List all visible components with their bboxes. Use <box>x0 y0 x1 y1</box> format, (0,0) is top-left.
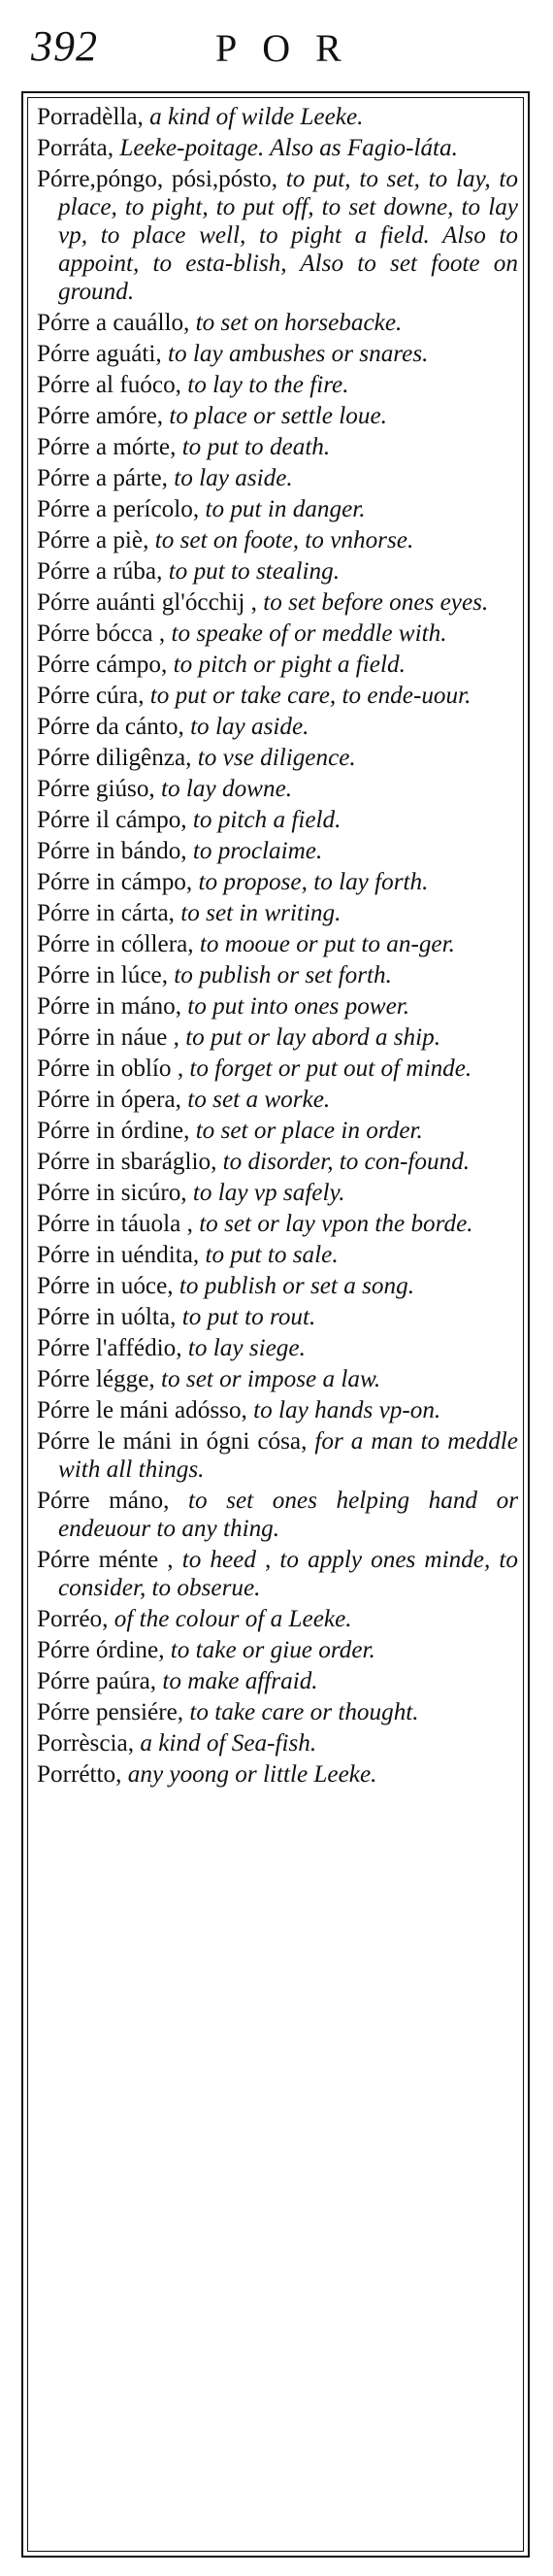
dictionary-entry <box>37 899 518 927</box>
entry-definition: to put in danger. <box>199 496 366 522</box>
dictionary-entry <box>37 1023 518 1052</box>
entry-headword: Porrétto, <box>37 1761 122 1788</box>
running-head: POR <box>215 26 367 70</box>
entry-definition: to put to sale. <box>199 1242 339 1268</box>
entry-headword: Pórre aguáti, <box>37 341 162 367</box>
text-frame <box>21 91 530 2558</box>
dictionary-entry <box>37 526 518 554</box>
entry-headword: Pórre in bándo, <box>37 838 187 864</box>
entry-definition: to put or lay abord a ship. <box>179 1024 441 1051</box>
entry-headword: Pórre il cámpo, <box>37 807 187 833</box>
entry-headword: Porrèscia, <box>37 1730 135 1756</box>
dictionary-entry <box>37 1334 518 1362</box>
entry-definition: to set ones helping hand or endeuour to any thing. <box>58 1488 519 1542</box>
entry-definition: to set in writing. <box>174 900 342 926</box>
entry-definition: to heed , to apply ones minde, to consider, to obserue. <box>58 1547 518 1601</box>
dictionary-entry <box>37 1241 518 1269</box>
entry-headword: Pórre l'affédio, <box>37 1335 182 1361</box>
dictionary-entry <box>37 340 518 368</box>
entry-definition: to set before ones eyes. <box>256 589 489 616</box>
entry-headword: Pórre a rúba, <box>37 558 163 585</box>
dictionary-entry <box>37 309 518 337</box>
entry-headword: Pórre in uóce, <box>37 1273 174 1299</box>
entry-headword: Pórre máno, <box>37 1488 170 1514</box>
entry-definition: to pitch or pight a field. <box>167 652 406 678</box>
dictionary-entry <box>37 930 518 958</box>
dictionary-entry <box>37 165 518 306</box>
entry-headword: Pórre in órdine, <box>37 1118 190 1144</box>
entry-list <box>37 103 518 1791</box>
dictionary-entry <box>37 1272 518 1300</box>
entry-headword: Pórre in lúce, <box>37 962 168 988</box>
entry-headword: Pórre a mórte, <box>37 434 177 460</box>
dictionary-entry <box>37 868 518 896</box>
dictionary-entry <box>37 1760 518 1789</box>
entry-headword: Pórre da cánto, <box>37 714 184 740</box>
entry-definition: to lay downe. <box>154 776 293 802</box>
dictionary-entry <box>37 651 518 679</box>
dictionary-entry <box>37 1117 518 1145</box>
entry-headword: Pórre in ópera, <box>37 1087 181 1113</box>
dictionary-entry <box>37 1365 518 1393</box>
entry-definition: to place or settle loue. <box>163 403 387 429</box>
dictionary-entry <box>37 619 518 648</box>
entry-headword: Pórre cúra, <box>37 683 145 709</box>
dictionary-entry <box>37 464 518 492</box>
entry-definition: to put, to set, to lay, to place, to pight, to put off, to set downe, to lay vp, to place well, to pight a field. Also to appoint, to esta-blish, Also to set foote on ground. <box>58 166 519 305</box>
dictionary-entry <box>37 588 518 617</box>
entry-headword: Pórre a párte, <box>37 465 168 491</box>
entry-definition: to pitch a field. <box>186 807 342 833</box>
dictionary-entry <box>37 961 518 989</box>
entry-definition: a kind of Sea-fish. <box>134 1730 317 1756</box>
entry-definition: to take care or thought. <box>183 1699 419 1725</box>
page-number: 392 <box>31 22 98 70</box>
entry-headword: Pórre a perícolo, <box>37 496 200 522</box>
entry-definition: to publish or set forth. <box>168 962 392 988</box>
entry-definition: to set or place in order. <box>189 1118 423 1144</box>
entry-definition: to lay aside. <box>183 714 309 740</box>
dictionary-entry <box>37 1667 518 1695</box>
entry-headword: Pórre in sicúro, <box>37 1180 187 1206</box>
entry-definition: to make affraid. <box>156 1668 318 1694</box>
dictionary-entry <box>37 402 518 430</box>
entry-headword: Pórre diligênza, <box>37 745 192 771</box>
entry-definition: to lay hands vp-on. <box>246 1397 441 1423</box>
entry-headword: Pórre ménte , <box>37 1547 174 1573</box>
dictionary-entry <box>37 837 518 865</box>
entry-headword: Pórre in cóllera, <box>37 931 194 957</box>
entry-definition: to set or lay vpon the borde. <box>192 1211 473 1237</box>
entry-headword: Pórre le máni in ógni cósa, <box>37 1428 308 1455</box>
dictionary-entry <box>37 433 518 461</box>
entry-definition: of the colour of a Leeke. <box>108 1606 352 1632</box>
entry-headword: Pórre pensiére, <box>37 1699 184 1725</box>
dictionary-entry <box>37 557 518 585</box>
dictionary-entry <box>37 1148 518 1176</box>
dictionary-entry <box>37 682 518 710</box>
dictionary-entry <box>37 371 518 399</box>
entry-definition: to disorder, to con-found. <box>216 1149 471 1175</box>
entry-headword: Pórre auánti gl'ócchij , <box>37 589 257 616</box>
entry-headword: Pórre in cárta, <box>37 900 175 926</box>
dictionary-entry <box>37 1636 518 1664</box>
entry-definition: to set on horsebacke. <box>189 310 403 336</box>
entry-definition: to set a worke. <box>180 1087 331 1113</box>
page-header <box>21 21 532 80</box>
entry-headword: Pórre in cámpo, <box>37 869 193 895</box>
dictionary-entry <box>37 1086 518 1114</box>
entry-headword: Pórre in oblío , <box>37 1055 184 1082</box>
entry-definition: to set or impose a law. <box>154 1366 381 1392</box>
entry-headword: Pórre in sbaráglio, <box>37 1149 217 1175</box>
dictionary-entry <box>37 1729 518 1757</box>
dictionary-entry <box>37 744 518 772</box>
entry-definition: to lay ambushes or snares. <box>161 341 429 367</box>
dictionary-entry <box>37 1179 518 1207</box>
entry-definition: to put to death. <box>176 434 331 460</box>
dictionary-entry <box>37 1605 518 1633</box>
dictionary-entry <box>37 1698 518 1726</box>
dictionary-entry <box>37 134 518 162</box>
entry-headword: Pórre in uólta, <box>37 1304 177 1330</box>
entry-definition: to put or take care, to ende-uour. <box>144 683 472 709</box>
entry-headword: Pórre le máni adósso, <box>37 1397 247 1423</box>
entry-definition: to proclaime. <box>186 838 323 864</box>
entry-headword: Pórre giúso, <box>37 776 155 802</box>
dictionary-entry <box>37 713 518 741</box>
dictionary-entry <box>37 1396 518 1424</box>
entry-definition: to mooue or put to an-ger. <box>193 931 455 957</box>
dictionary-entry <box>37 992 518 1020</box>
entry-headword: Porréo, <box>37 1606 109 1632</box>
dictionary-entry <box>37 1487 518 1543</box>
entry-headword: Pórre in máno, <box>37 993 181 1020</box>
entry-headword: Pórre al fuóco, <box>37 372 181 398</box>
entry-definition: to take or giue order. <box>164 1637 375 1663</box>
entry-headword: Pórre paúra, <box>37 1668 157 1694</box>
entry-headword: Pórre in náue , <box>37 1024 179 1051</box>
entry-definition: to put into ones power. <box>181 993 410 1020</box>
entry-headword: Pórre amóre, <box>37 403 164 429</box>
entry-definition: to lay aside. <box>167 465 293 491</box>
entry-headword: Pórre cámpo, <box>37 652 168 678</box>
entry-definition: any yoong or little Leeke. <box>121 1761 377 1788</box>
entry-headword: Pórre,póngo, pósi,pósto, <box>37 166 278 192</box>
dictionary-entry <box>37 1427 518 1484</box>
entry-definition: to lay vp safely. <box>186 1180 345 1206</box>
entry-headword: Pórre a cauállo, <box>37 310 190 336</box>
dictionary-entry <box>37 1210 518 1238</box>
entry-headword: Porradèlla, <box>37 104 144 130</box>
entry-definition: to lay to the fire. <box>180 372 349 398</box>
entry-definition: to vse diligence. <box>191 745 356 771</box>
entry-definition: to lay siege. <box>181 1335 306 1361</box>
entry-definition: to put to rout. <box>176 1304 316 1330</box>
entry-definition: to propose, to lay forth. <box>192 869 429 895</box>
entry-headword: Porráta, <box>37 135 114 161</box>
entry-headword: Pórre órdine, <box>37 1637 165 1663</box>
entry-definition: to put to stealing. <box>162 558 340 585</box>
dictionary-entry <box>37 1303 518 1331</box>
entry-headword: Pórre bócca , <box>37 620 166 647</box>
entry-headword: Pórre in uéndita, <box>37 1242 200 1268</box>
dictionary-entry <box>37 103 518 131</box>
dictionary-entry <box>37 806 518 834</box>
entry-headword: Pórre in táuola , <box>37 1211 193 1237</box>
dictionary-entry <box>37 1546 518 1602</box>
entry-headword: Pórre a piè, <box>37 527 149 553</box>
dictionary-entry <box>37 495 518 523</box>
entry-definition: for a man to meddle with all things. <box>58 1428 518 1483</box>
entry-definition: Leeke-poitage. Also as Fagio-láta. <box>114 135 458 161</box>
entry-definition: to speake of or meddle with. <box>165 620 447 647</box>
entry-definition: to forget or put out of minde. <box>183 1055 472 1082</box>
entry-definition: to publish or set a song. <box>173 1273 414 1299</box>
entry-definition: to set on foote, to vnhorse. <box>148 527 414 553</box>
dictionary-entry <box>37 775 518 803</box>
entry-headword: Pórre légge, <box>37 1366 155 1392</box>
dictionary-entry <box>37 1054 518 1083</box>
entry-definition: a kind of wilde Leeke. <box>143 104 364 130</box>
